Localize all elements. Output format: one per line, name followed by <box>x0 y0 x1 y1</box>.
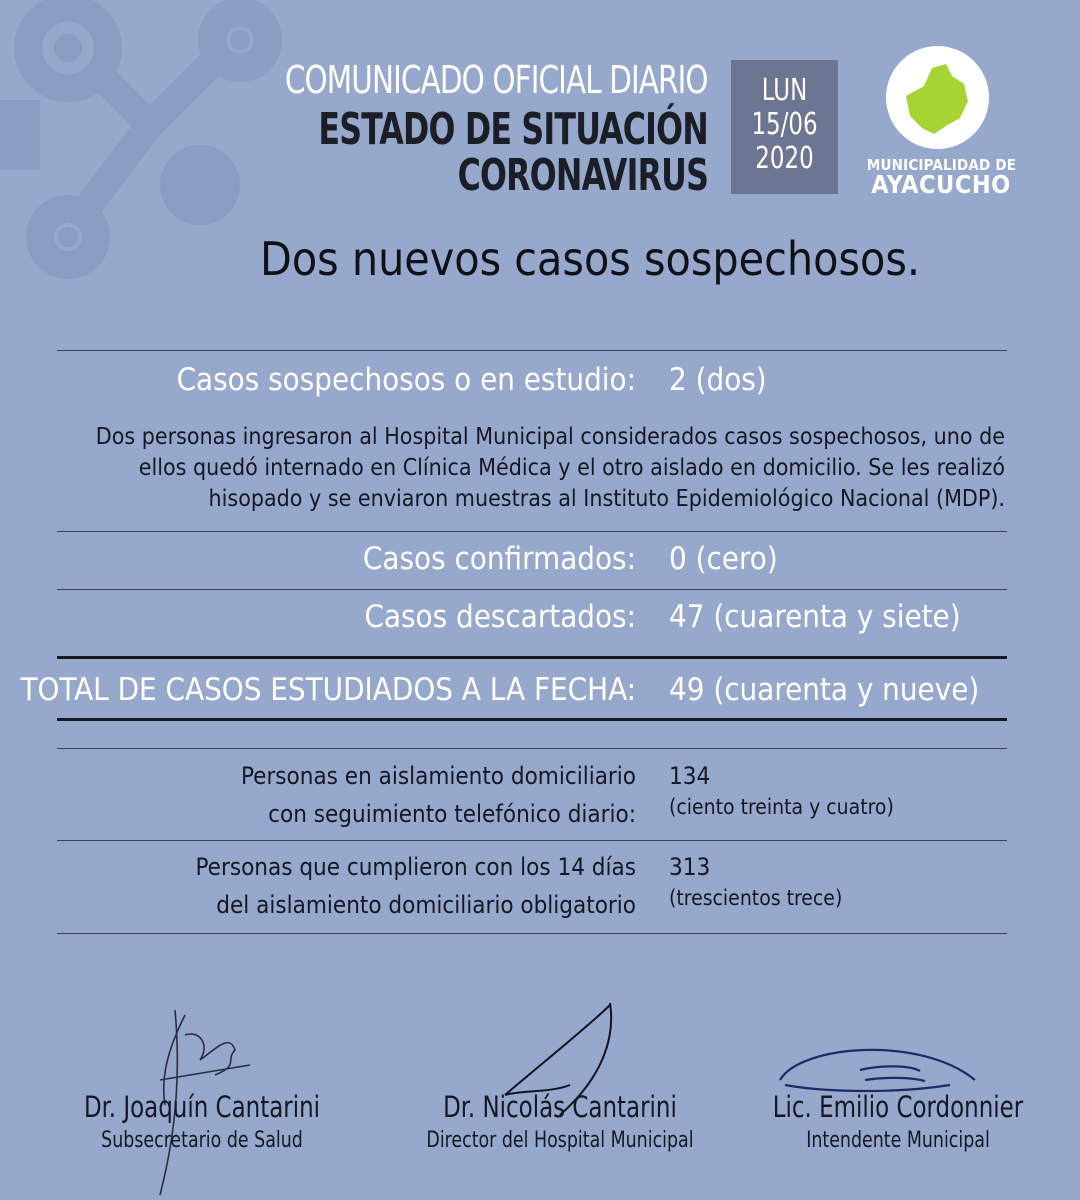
signature-block-2 <box>400 1090 720 1153</box>
signatory-name: Dr. Nicolás Cantarini <box>443 1090 677 1124</box>
divider <box>57 350 1007 351</box>
suspected-description: Dos personas ingresaron al Hospital Municipal considerados casos sospechosos, uno de ellos quedó internado en Clínica Médica y el otro aislado en domicilio. Se les realizó hisopado y se enviaron muestras al Instituto Epidemiológico Nacional (MDP). <box>95 424 1005 512</box>
isolation-words: (ciento treinta y cuatro) <box>669 795 894 819</box>
signature-block-3 <box>738 1090 1058 1153</box>
divider <box>57 933 1007 934</box>
date-year: 2020 <box>755 141 814 176</box>
map-shape-icon <box>886 46 989 149</box>
signatory-role: Director del Hospital Municipal <box>426 1128 694 1153</box>
completed-words: (trescientos trece) <box>669 886 843 910</box>
signature-block-1 <box>42 1090 362 1153</box>
signatory-name: Lic. Emilio Cordonnier <box>772 1090 1024 1124</box>
headline: Dos nuevos casos sospechosos. <box>259 232 921 286</box>
signatory-role: Intendente Municipal <box>806 1128 990 1153</box>
confirmed-value: 0 (cero) <box>669 541 778 577</box>
municipality-logo <box>886 46 989 149</box>
divider <box>57 748 1007 749</box>
divider-thick <box>57 718 1007 721</box>
logo-label-bottom: AYACUCHO <box>871 170 1011 199</box>
suspected-value: 2 (dos) <box>669 362 767 398</box>
discarded-value: 47 (cuarenta y siete) <box>669 599 961 635</box>
divider-thick <box>57 656 1007 659</box>
total-label: TOTAL DE CASOS ESTUDIADOS A LA FECHA: <box>20 672 636 708</box>
divider <box>57 531 1007 532</box>
confirmed-label: Casos confirmados: <box>362 541 636 577</box>
logo-label-top: MUNICIPALIDAD DE <box>866 156 1017 174</box>
date-day: LUN <box>761 73 808 108</box>
isolation-label-line1: Personas en aislamiento domiciliario <box>240 762 636 790</box>
completed-number: 313 <box>669 853 711 881</box>
discarded-label: Casos descartados: <box>364 599 636 635</box>
header-title-line1: ESTADO DE SITUACIÓN <box>318 104 708 155</box>
divider <box>57 840 1007 841</box>
header-subtitle: COMUNICADO OFICIAL DIARIO <box>285 58 708 102</box>
suspected-label: Casos sospechosos o en estudio: <box>176 362 636 398</box>
isolation-label-line2: con seguimiento telefónico diario: <box>268 800 636 828</box>
signatory-name: Dr. Joaquín Cantarini <box>83 1090 321 1124</box>
date-box <box>731 60 838 194</box>
completed-label-line1: Personas que cumplieron con los 14 días <box>195 853 636 881</box>
divider <box>57 589 1007 590</box>
total-value: 49 (cuarenta y nueve) <box>669 672 980 708</box>
date-daymonth: 15/06 <box>751 107 818 142</box>
isolation-number: 134 <box>669 762 711 790</box>
completed-label-line2: del aislamiento domiciliario obligatorio <box>216 891 636 919</box>
signatory-role: Subsecretario de Salud <box>101 1128 303 1153</box>
header-title-line2: CORONAVIRUS <box>457 150 708 201</box>
